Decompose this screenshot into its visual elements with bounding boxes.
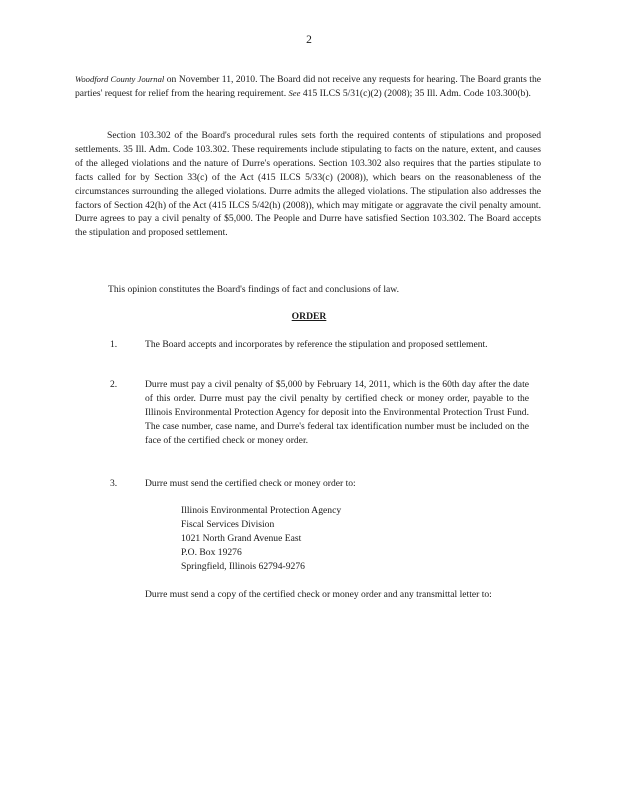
order-heading-text: ORDER xyxy=(291,311,327,322)
paragraph-text: 415 ILCS 5/31(c)(2) (2008); 35 Ill. Adm. Code 103.300(b). xyxy=(300,87,531,99)
order-item-text: Durre must send the certified check or money order to: xyxy=(145,478,356,489)
paragraph-stipulation-requirements: Section 103.302 of the Board's procedural rules sets forth the required contents of stipulations and proposed settlements. 35 Ill. Adm. Code 103.302. These requirements include stipulating to facts on the nature, extent, and causes of the alleged violations and the nature of Durre's operations. Section 103.302 also requires that the parties stipulate to facts called for by Section 33(c) of the Act (415 ILCS 5/33(c) (2008)), which bears on the reasonableness of the circumstances surrounding the alleged violations. Durre admits the alleged violations. The stipulation also addresses the factors of Section 42(h) of the Act (415 ILCS 5/42(h) (2008)), which may mitigate or aggravate the civil penalty amount. Durre agrees to pay a civil penalty of $5,000. The People and Durre have satisfied Section 103.302. The Board accepts the stipulation and proposed settlement. xyxy=(75,130,541,239)
journal-name: Woodford County Journal xyxy=(75,74,165,84)
order-item-text: The Board accepts and incorporates by reference the stipulation and proposed settlement. xyxy=(145,339,488,350)
see-citation-signal: See xyxy=(288,87,301,98)
order-item-number: 1. xyxy=(110,339,118,350)
order-item-number: 3. xyxy=(110,478,118,489)
address-line: Springfield, Illinois 62794-9276 xyxy=(181,561,305,572)
order-heading xyxy=(0,311,618,322)
paragraph-text: on November 11, 2010. The Board did not receive any requests for hearing. The Board grants the parties' request for relief from the hearing requirement. xyxy=(75,74,541,99)
paragraph-findings: This opinion constitutes the Board's findings of fact and conclusions of law. xyxy=(108,284,400,295)
address-line: 1021 North Grand Avenue East xyxy=(181,533,302,544)
order-item-number: 2. xyxy=(110,379,118,390)
page-number: 2 xyxy=(306,34,312,46)
address-line: Fiscal Services Division xyxy=(181,519,275,530)
paragraph-copy-instructions: Durre must send a copy of the certified check or money order and any transmittal letter to: xyxy=(145,589,492,600)
address-line: Illinois Environmental Protection Agency xyxy=(181,505,342,516)
mailing-address xyxy=(181,504,341,574)
address-line: P.O. Box 19276 xyxy=(181,547,242,558)
paragraph-publication-notice xyxy=(75,73,541,101)
order-item-text: Durre must pay a civil penalty of $5,000 by February 14, 2011, which is the 60th day after the date of this order. Durre must pay the civil penalty by certified check or money order, payable to the Illinois Environmental Protection Agency for deposit into the Environmental Protection Trust Fund. The case number, case name, and Durre's federal tax identification number must be included on the face of the certified check or money order. xyxy=(145,379,529,446)
